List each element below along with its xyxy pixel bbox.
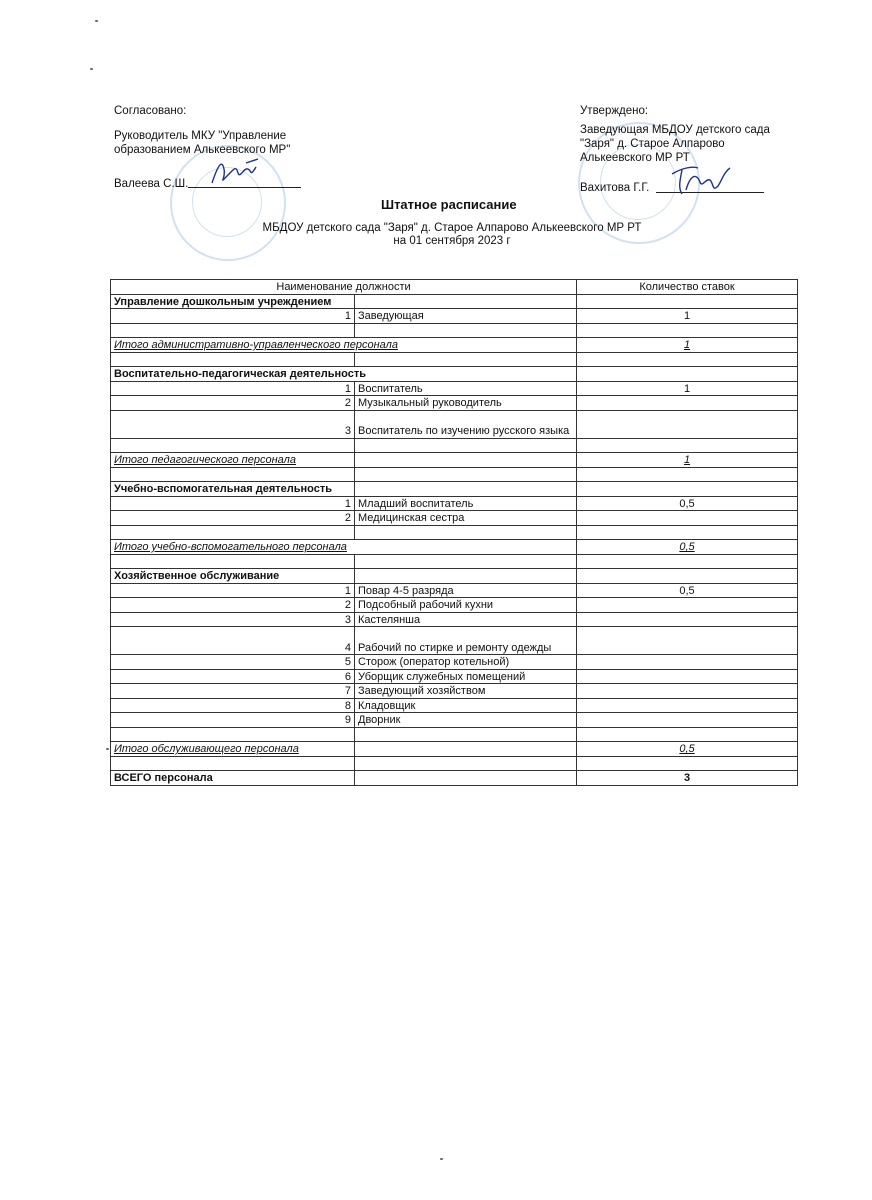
row-position: Кастелянша [355, 612, 577, 627]
header-position: Наименование должности [111, 280, 577, 295]
row-position: Рабочий по стирке и ремонту одежды [355, 627, 577, 655]
staff-schedule-table [110, 279, 798, 786]
table-row [111, 410, 798, 438]
header-quantity: Количество ставок [577, 280, 798, 295]
document-title: Штатное расписание [381, 197, 517, 212]
approved-name: Вахитова Г.Г. [580, 182, 650, 194]
row-quantity: 0,5 [577, 583, 798, 598]
section-title: Воспитательно-педагогическая деятельность [111, 367, 577, 382]
grand-total-label: ВСЕГО персонала [111, 771, 355, 786]
row-position: Сторож (оператор котельной) [355, 655, 577, 670]
row-number: 1 [111, 496, 355, 511]
row-quantity [577, 627, 798, 655]
table-row [111, 396, 798, 411]
spacer-row [111, 525, 798, 540]
table-row [111, 381, 798, 396]
total-row [111, 742, 798, 757]
row-number: 5 [111, 655, 355, 670]
scan-speck [440, 1158, 443, 1160]
row-quantity [577, 684, 798, 699]
row-position: Медицинская сестра [355, 511, 577, 526]
section-row [111, 367, 798, 382]
table-row [111, 669, 798, 684]
row-position: Заведующая [355, 309, 577, 324]
approved-position: Заведующая МБДОУ детского сада "Заря" д. Старое Алпарово Алькеевского МР РТ [580, 124, 770, 164]
row-quantity [577, 698, 798, 713]
row-position: Воспитатель по изучению русского языка [355, 410, 577, 438]
total-quantity: 1 [577, 453, 798, 468]
total-label: Итого учебно-вспомогательного персонала [111, 540, 577, 555]
table-row [111, 612, 798, 627]
scan-speck [106, 748, 109, 750]
row-position: Музыкальный руководитель [355, 396, 577, 411]
table-row [111, 698, 798, 713]
row-position: Повар 4-5 разряда [355, 583, 577, 598]
document-subtitle: МБДОУ детского сада "Заря" д. Старое Алпарово Алькеевского МР РТ на 01 сентября 2023 г [262, 222, 642, 247]
table-header-row [111, 280, 798, 295]
total-quantity: 0,5 [577, 540, 798, 555]
table-row [111, 655, 798, 670]
row-number: 2 [111, 511, 355, 526]
row-number: 1 [111, 381, 355, 396]
table-row [111, 598, 798, 613]
row-number: 2 [111, 598, 355, 613]
grand-total-quantity: 3 [577, 771, 798, 786]
row-quantity [577, 598, 798, 613]
row-quantity [577, 655, 798, 670]
approved-label: Утверждено: [580, 105, 649, 117]
row-number: 3 [111, 612, 355, 627]
row-number: 6 [111, 669, 355, 684]
scan-speck [90, 68, 93, 70]
table-row [111, 496, 798, 511]
total-row [111, 338, 798, 353]
row-quantity [577, 396, 798, 411]
row-number: 7 [111, 684, 355, 699]
section-title: Учебно-вспомогательная деятельность [111, 482, 355, 497]
agreed-label: Согласовано: [114, 105, 187, 117]
section-row [111, 569, 798, 584]
row-number: 4 [111, 627, 355, 655]
total-label: Итого педагогического персонала [111, 453, 355, 468]
row-quantity: 0,5 [577, 496, 798, 511]
spacer-row [111, 756, 798, 771]
section-row [111, 482, 798, 497]
row-quantity [577, 511, 798, 526]
row-quantity [577, 612, 798, 627]
spacer-row [111, 727, 798, 742]
row-quantity: 1 [577, 309, 798, 324]
total-label: Итого обслуживающего персонала [111, 742, 355, 757]
row-quantity [577, 669, 798, 684]
spacer-row [111, 554, 798, 569]
row-quantity: 1 [577, 381, 798, 396]
spacer-row [111, 438, 798, 453]
total-row [111, 453, 798, 468]
agreed-position: Руководитель МКУ "Управление образованием Алькеевского МР" [114, 130, 291, 156]
row-position: Уборщик служебных помещений [355, 669, 577, 684]
agreed-signature [206, 155, 266, 189]
section-title: Хозяйственное обслуживание [111, 569, 355, 584]
table-row [111, 309, 798, 324]
table-row [111, 684, 798, 699]
total-row [111, 540, 798, 555]
row-number: 8 [111, 698, 355, 713]
agreed-name: Валеева С.Ш. [114, 178, 189, 190]
table-row [111, 627, 798, 655]
row-number: 1 [111, 583, 355, 598]
row-position: Кладовщик [355, 698, 577, 713]
row-number: 9 [111, 713, 355, 728]
total-quantity: 0,5 [577, 742, 798, 757]
total-quantity: 1 [577, 338, 798, 353]
row-number: 3 [111, 410, 355, 438]
row-position: Подсобный рабочий кухни [355, 598, 577, 613]
section-title: Управление дошкольным учреждением [111, 294, 355, 309]
row-position: Воспитатель [355, 381, 577, 396]
table-row [111, 511, 798, 526]
grand-total-row [111, 771, 798, 786]
row-quantity [577, 713, 798, 728]
spacer-row [111, 323, 798, 338]
section-row [111, 294, 798, 309]
row-position: Младший воспитатель [355, 496, 577, 511]
approved-signature [668, 162, 738, 202]
total-label: Итого административно-управленческого персонала [111, 338, 577, 353]
row-position: Заведующий хозяйством [355, 684, 577, 699]
scan-speck [95, 20, 98, 22]
row-quantity [577, 410, 798, 438]
spacer-row [111, 352, 798, 367]
row-position: Дворник [355, 713, 577, 728]
spacer-row [111, 467, 798, 482]
row-number: 2 [111, 396, 355, 411]
table-row [111, 583, 798, 598]
table-row [111, 713, 798, 728]
row-number: 1 [111, 309, 355, 324]
